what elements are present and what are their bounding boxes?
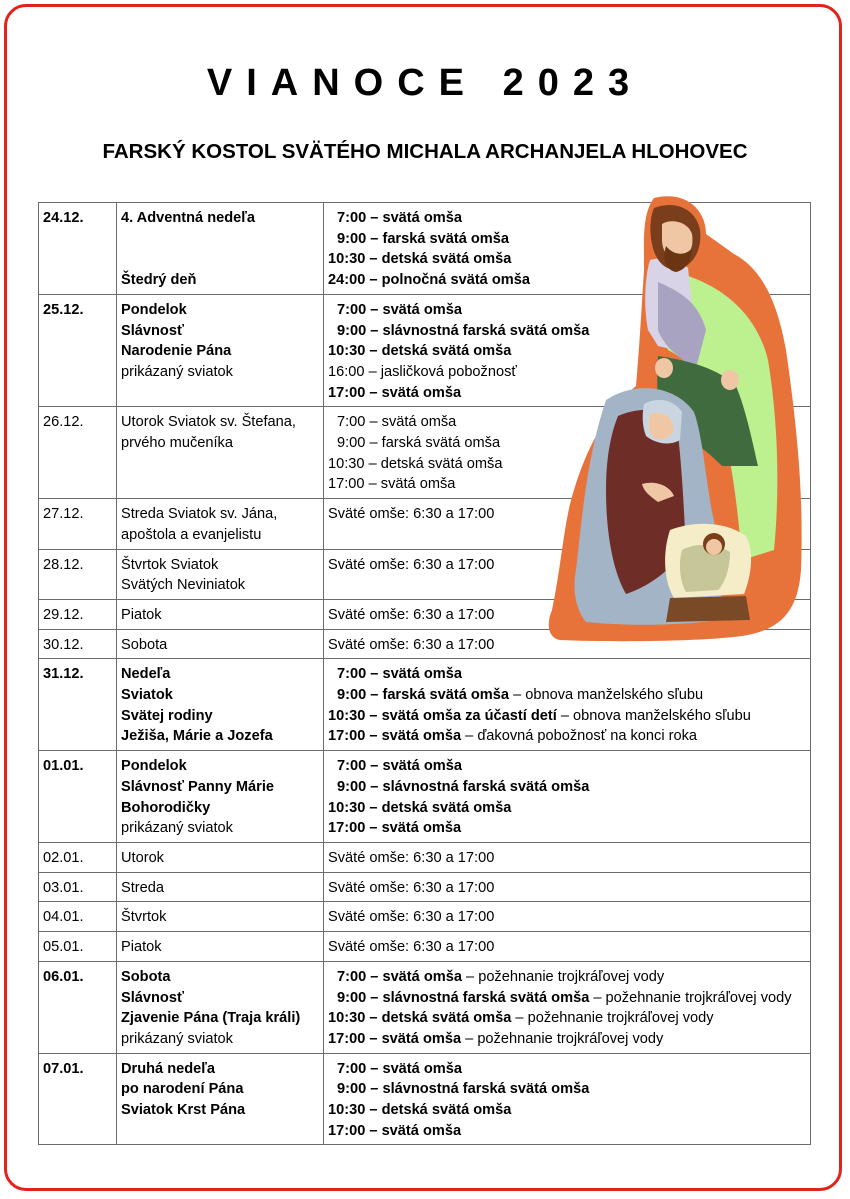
schedule-row xyxy=(39,872,811,902)
mass-times-line: Sväté omše: 6:30 a 17:00 xyxy=(328,636,495,653)
day-line: Piatok xyxy=(121,939,162,956)
time-desc: 10:30 – detská svätá omša xyxy=(328,1102,512,1119)
time-desc: 9:00 – farská svätá omša xyxy=(337,687,510,704)
times-cell xyxy=(324,902,811,932)
date-cell: 29.12. xyxy=(39,599,117,629)
times-cell xyxy=(324,842,811,872)
time-desc: 10:30 – detská svätá omša xyxy=(328,455,503,472)
time-value: 9:00 xyxy=(337,989,367,1006)
day-line: Svätej rodiny xyxy=(121,707,213,724)
mass-description: svätá omša za účastí detí xyxy=(381,707,557,724)
date-cell: 01.01. xyxy=(39,751,117,843)
mass-description: slávnostná farská svätá omša xyxy=(382,322,590,339)
date-cell: 06.01. xyxy=(39,961,117,1053)
mass-times-line: Sväté omše: 6:30 a 17:00 xyxy=(328,909,495,926)
time-desc: 17:00 – svätá omša xyxy=(328,476,456,493)
time-value: 7:00 xyxy=(337,968,367,985)
time-value: 9:00 xyxy=(337,687,367,704)
schedule-line xyxy=(328,1121,806,1142)
mass-times-line: Sväté omše: 6:30 a 17:00 xyxy=(328,506,495,523)
time-desc: 24:00 – polnočná svätá omša xyxy=(328,272,530,289)
day-cell xyxy=(117,932,324,962)
mass-note: ďakovná pobožnosť na konci roka xyxy=(477,728,698,745)
mass-description: detská svätá omša xyxy=(381,1010,512,1027)
time-value: 9:00 xyxy=(337,230,367,247)
time-desc: 10:30 – detská svätá omša xyxy=(328,343,512,360)
day-cell xyxy=(117,659,324,751)
mass-times-line: Sväté omše: 6:30 a 17:00 xyxy=(328,939,495,956)
schedule-line xyxy=(328,777,806,798)
time-desc: 17:00 – svätá omša xyxy=(328,384,462,401)
time-desc: 9:00 – slávnostná farská svätá omša xyxy=(337,989,590,1006)
mass-description: detská svätá omša xyxy=(381,343,512,360)
time-desc: 7:00 – svätá omša xyxy=(337,210,462,226)
day-cell xyxy=(117,1053,324,1145)
times-cell xyxy=(324,961,811,1053)
day-cell xyxy=(117,599,324,629)
mass-description: detská svätá omša xyxy=(380,455,503,472)
schedule-line xyxy=(328,818,806,839)
mass-description: svätá omša xyxy=(381,414,457,431)
schedule-line xyxy=(328,664,806,685)
schedule-line: 17:00 – svätá omša – ďakovná pobožnosť na konci roka xyxy=(328,728,698,745)
time-value: 9:00 xyxy=(337,322,367,339)
schedule-line: 9:00 – slávnostná farská svätá omša – požehnanie trojkráľovej vody xyxy=(337,989,792,1006)
time-desc: 10:30 – detská svätá omša xyxy=(328,251,512,268)
mass-description: svätá omša xyxy=(381,728,462,745)
time-desc: 17:00 – svätá omša xyxy=(328,1122,462,1139)
mass-description: farská svätá omša xyxy=(382,230,510,247)
time-desc: 10:30 – detská svätá omša xyxy=(328,1010,512,1027)
day-line: Streda Sviatok sv. Jána, xyxy=(121,506,278,523)
day-line: Pondelok xyxy=(121,301,187,318)
schedule-line: 7:00 – svätá omša – požehnanie trojkráľovej vody xyxy=(337,968,665,985)
time-desc: 9:00 – slávnostná farská svätá omša xyxy=(337,322,590,339)
date-cell: 05.01. xyxy=(39,932,117,962)
mass-note: požehnanie trojkráľovej vody xyxy=(478,968,665,985)
mass-description: svätá omša xyxy=(382,968,462,985)
day-line: Nedeľa xyxy=(121,666,171,683)
schedule-line xyxy=(328,1059,806,1080)
date-cell: 25.12. xyxy=(39,294,117,407)
time-desc: 17:00 – svätá omša xyxy=(328,820,462,837)
date-cell: 30.12. xyxy=(39,629,117,659)
day-cell xyxy=(117,407,324,499)
day-line: Pondelok xyxy=(121,758,187,775)
page-subtitle: FARSKÝ KOSTOL SVÄTÉHO MICHALA ARCHANJELA HLOHOVEC xyxy=(102,140,748,163)
time-desc: 7:00 – svätá omša xyxy=(337,414,457,431)
day-cell xyxy=(117,549,324,599)
time-desc: 9:00 – farská svätá omša xyxy=(337,230,510,247)
date-cell: 27.12. xyxy=(39,499,117,549)
mass-description: svätá omša xyxy=(380,476,456,493)
time-value: 9:00 xyxy=(337,778,367,795)
mass-times-line: Sväté omše: 6:30 a 17:00 xyxy=(328,606,495,623)
time-value: 17:00 xyxy=(328,476,365,493)
schedule-line: 10:30 – detská svätá omša – požehnanie trojkráľovej vody xyxy=(328,1010,714,1027)
time-value: 17:00 xyxy=(328,820,366,837)
mass-note: požehnanie trojkráľovej vody xyxy=(605,989,792,1006)
day-line: Streda xyxy=(121,879,164,896)
day-cell xyxy=(117,961,324,1053)
time-value: 10:30 xyxy=(328,1102,366,1119)
mass-description: detská svätá omša xyxy=(381,1102,512,1119)
mass-note: obnova manželského sľubu xyxy=(573,707,751,724)
mass-description: svätá omša xyxy=(381,1030,462,1047)
mass-description: svätá omša xyxy=(382,758,462,775)
mass-description: svätá omša xyxy=(381,1122,462,1139)
time-value: 7:00 xyxy=(337,301,367,318)
day-line xyxy=(121,229,319,250)
times-cell xyxy=(324,1053,811,1145)
schedule-row xyxy=(39,1053,811,1145)
time-value: 9:00 xyxy=(337,435,366,452)
time-value: 9:00 xyxy=(337,1081,367,1098)
day-line: Druhá nedeľa xyxy=(121,1060,216,1077)
day-line: Slávnosť Panny Márie xyxy=(121,778,274,795)
day-line: Sviatok Krst Pána xyxy=(121,1102,246,1119)
time-value: 16:00 xyxy=(328,363,365,380)
day-line: Sviatok xyxy=(121,687,173,704)
mass-description: detská svätá omša xyxy=(381,799,512,816)
time-value: 10:30 xyxy=(328,1010,366,1027)
time-desc: 9:00 – farská svätá omša xyxy=(337,435,501,452)
schedule-row xyxy=(39,961,811,1053)
mass-description: svätá omša xyxy=(382,1060,462,1077)
page-title: VIANOCE 2023 xyxy=(206,62,644,104)
date-cell: 04.01. xyxy=(39,902,117,932)
time-desc: 9:00 – slávnostná farská svätá omša xyxy=(337,1081,590,1098)
date-cell: 03.01. xyxy=(39,872,117,902)
time-desc: 10:30 – svätá omša za účastí detí xyxy=(328,707,557,724)
mass-description: slávnostná farská svätá omša xyxy=(382,778,590,795)
day-line: Slávnosť xyxy=(121,322,184,339)
day-line: Štvrtok xyxy=(121,909,167,926)
schedule-line xyxy=(328,756,806,777)
day-cell xyxy=(117,872,324,902)
date-cell: 24.12. xyxy=(39,203,117,295)
schedule-line: 9:00 – farská svätá omša – obnova manželského sľubu xyxy=(337,687,704,704)
day-line: 4. Adventná nedeľa xyxy=(121,210,256,226)
day-line: prikázaný sviatok xyxy=(121,820,233,837)
time-value: 24:00 xyxy=(328,272,366,289)
mass-description: svätá omša xyxy=(382,210,462,226)
date-cell: 26.12. xyxy=(39,407,117,499)
day-line: Utorok Sviatok sv. Štefana, xyxy=(121,414,296,431)
day-cell xyxy=(117,629,324,659)
time-value: 7:00 xyxy=(337,666,367,683)
day-line: Ježiša, Márie a Jozefa xyxy=(121,728,273,745)
times-cell xyxy=(324,872,811,902)
schedule-row xyxy=(39,932,811,962)
day-line: Sobota xyxy=(121,636,168,653)
day-line: Svätých Neviniatok xyxy=(121,577,246,594)
day-line: po narodení Pána xyxy=(121,1081,244,1098)
day-cell xyxy=(117,751,324,843)
mass-note: požehnanie trojkráľovej vody xyxy=(527,1010,714,1027)
time-value: 7:00 xyxy=(337,1060,367,1077)
mass-description: slávnostná farská svätá omša xyxy=(382,1081,590,1098)
schedule-line xyxy=(328,798,806,819)
mass-description: svätá omša xyxy=(382,301,462,318)
schedule-row xyxy=(39,842,811,872)
schedule-line xyxy=(328,1079,806,1100)
schedule-row xyxy=(39,902,811,932)
mass-description: slávnostná farská svätá omša xyxy=(382,989,590,1006)
time-desc: 9:00 – slávnostná farská svätá omša xyxy=(337,778,590,795)
date-cell: 31.12. xyxy=(39,659,117,751)
time-value: 17:00 xyxy=(328,1122,366,1139)
mass-times-line: Sväté omše: 6:30 a 17:00 xyxy=(328,849,495,866)
day-line: Piatok xyxy=(121,606,162,623)
times-cell xyxy=(324,932,811,962)
time-desc: 17:00 – svätá omša xyxy=(328,728,462,745)
nativity-illustration xyxy=(546,190,806,646)
time-value: 17:00 xyxy=(328,1030,366,1047)
day-cell xyxy=(117,203,324,295)
day-line: Sobota xyxy=(121,968,171,985)
time-value: 17:00 xyxy=(328,384,366,401)
day-cell xyxy=(117,294,324,407)
schedule-line: 17:00 – svätá omša – požehnanie trojkráľovej vody xyxy=(328,1030,664,1047)
mass-times-line: Sväté omše: 6:30 a 17:00 xyxy=(328,879,495,896)
time-desc: 7:00 – svätá omša xyxy=(337,301,462,318)
time-value: 7:00 xyxy=(337,758,367,775)
day-line: prvého mučeníka xyxy=(121,435,233,452)
time-value: 10:30 xyxy=(328,343,366,360)
mass-description: farská svätá omša xyxy=(382,687,510,704)
mass-note: požehnanie trojkráľovej vody xyxy=(477,1030,664,1047)
day-line: Zjavenie Pána (Traja králi) xyxy=(121,1010,301,1027)
day-cell xyxy=(117,842,324,872)
time-value: 10:30 xyxy=(328,455,365,472)
day-line xyxy=(121,249,319,270)
schedule-row xyxy=(39,751,811,843)
day-line: Štedrý deň xyxy=(121,272,197,289)
day-line: Bohorodičky xyxy=(121,799,211,816)
day-line: Štvrtok Sviatok xyxy=(121,556,219,573)
schedule-line: 10:30 – svätá omša za účastí detí – obnova manželského sľubu xyxy=(328,707,751,724)
mass-description: detská svätá omša xyxy=(381,251,512,268)
times-cell xyxy=(324,659,811,751)
time-value: 7:00 xyxy=(337,414,366,431)
time-desc: 16:00 – jasličková pobožnosť xyxy=(328,363,517,380)
day-line: Narodenie Pána xyxy=(121,343,232,360)
time-desc: 17:00 – svätá omša xyxy=(328,1030,462,1047)
date-cell: 02.01. xyxy=(39,842,117,872)
times-cell xyxy=(324,751,811,843)
mass-times-line: Sväté omše: 6:30 a 17:00 xyxy=(328,556,495,573)
mass-description: polnočná svätá omša xyxy=(381,272,530,289)
day-line: Slávnosť xyxy=(121,989,184,1006)
date-cell: 28.12. xyxy=(39,549,117,599)
time-desc: 7:00 – svätá omša xyxy=(337,968,462,985)
day-line: prikázaný sviatok xyxy=(121,363,233,380)
schedule-line xyxy=(328,1100,806,1121)
schedule-row xyxy=(39,659,811,751)
time-value: 10:30 xyxy=(328,799,366,816)
mass-description: jasličková pobožnosť xyxy=(380,363,517,380)
day-line: apoštola a evanjelistu xyxy=(121,526,262,543)
time-value: 10:30 xyxy=(328,707,366,724)
day-line: prikázaný sviatok xyxy=(121,1030,233,1047)
mass-description: svätá omša xyxy=(382,666,462,683)
mass-note: obnova manželského sľubu xyxy=(525,687,704,704)
date-cell: 07.01. xyxy=(39,1053,117,1145)
time-value: 7:00 xyxy=(337,210,367,226)
day-line: Utorok xyxy=(121,849,164,866)
time-desc: 7:00 – svätá omša xyxy=(337,1060,462,1077)
mass-description: svätá omša xyxy=(381,820,462,837)
day-cell xyxy=(117,902,324,932)
time-desc: 10:30 – detská svätá omša xyxy=(328,799,512,816)
time-value: 10:30 xyxy=(328,251,366,268)
day-cell xyxy=(117,499,324,549)
time-value: 17:00 xyxy=(328,728,366,745)
mass-description: farská svätá omša xyxy=(381,435,501,452)
time-desc: 7:00 – svätá omša xyxy=(337,758,462,775)
time-desc: 7:00 – svätá omša xyxy=(337,666,462,683)
mass-description: svätá omša xyxy=(381,384,462,401)
